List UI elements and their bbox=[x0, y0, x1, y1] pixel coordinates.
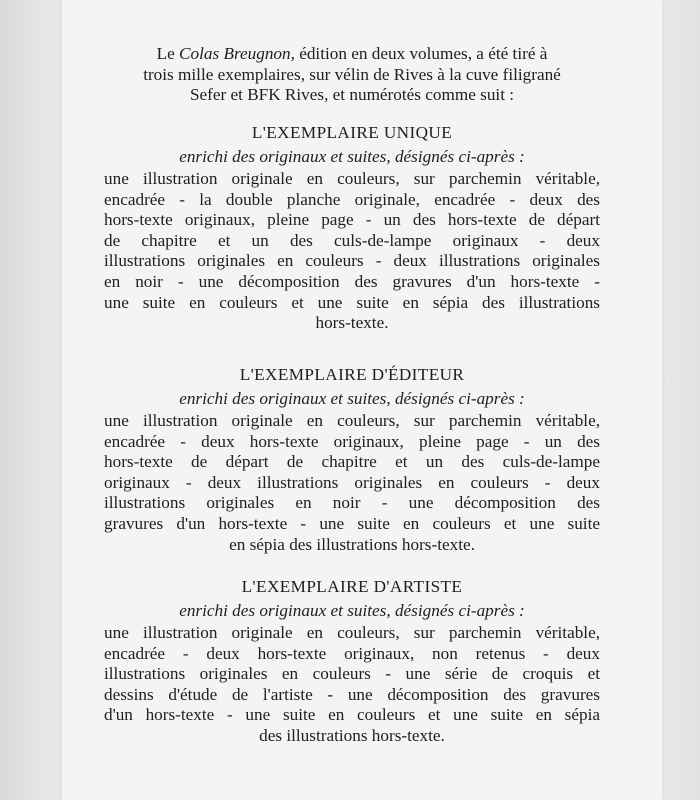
section-heading: L'EXEMPLAIRE D'ÉDITEUR bbox=[239, 365, 465, 384]
section-body bbox=[104, 169, 600, 334]
body-line: encadrée - deux hors-texte originaux, pleine page - un des bbox=[104, 431, 600, 451]
body-line: illustrations originales en couleurs - deux illustrations originales bbox=[104, 251, 600, 271]
body-line: d'un hors-texte - une suite en couleurs et une suite en sépia bbox=[104, 705, 600, 725]
body-line: une illustration originale en couleurs, sur parchemin véritable, bbox=[104, 169, 600, 188]
intro-line-2: trois mille exemplaires, sur vélin de Rives à la cuve filigrané bbox=[143, 64, 561, 84]
book-title: Colas Breugnon, bbox=[179, 44, 295, 63]
intro-line-3: Sefer et BFK Rives, et numérotés comme suit : bbox=[189, 85, 515, 104]
body-line: une suite en couleurs et une suite en sépia des illustrations bbox=[104, 292, 600, 312]
section-exemplaire-unique bbox=[104, 122, 600, 334]
section-subheading: enrichi des originaux et suites, désignés ci-après : bbox=[179, 601, 525, 620]
body-line: encadrée - la double planche originale, encadrée - deux des bbox=[104, 189, 600, 209]
body-line: une illustration originale en couleurs, sur parchemin véritable, bbox=[104, 623, 600, 642]
intro-suffix: édition en deux volumes, a été tiré à bbox=[294, 44, 548, 63]
section-heading: L'EXEMPLAIRE D'ARTISTE bbox=[241, 577, 463, 596]
body-line: hors-texte originaux, pleine page - un des hors-texte de départ bbox=[104, 210, 600, 230]
body-line: encadrée - deux hors-texte originaux, non retenus - deux bbox=[104, 643, 600, 663]
body-line: une illustration originale en couleurs, sur parchemin véritable, bbox=[104, 411, 600, 430]
body-line: en noir - une décomposition des gravures d'un hors-texte - bbox=[104, 271, 600, 291]
body-line: dessins d'étude de l'artiste - une décomposition des gravures bbox=[104, 684, 600, 704]
section-exemplaire-editeur bbox=[104, 364, 600, 555]
section-subheading: enrichi des originaux et suites, désignés ci-après : bbox=[179, 147, 525, 166]
section-heading: L'EXEMPLAIRE UNIQUE bbox=[251, 123, 453, 142]
section-exemplaire-artiste bbox=[104, 576, 600, 747]
body-line: originaux - deux illustrations originales en couleurs - deux bbox=[104, 472, 600, 492]
intro-paragraph bbox=[104, 44, 600, 106]
body-line: des illustrations hors-texte. bbox=[259, 725, 445, 745]
body-line: hors-texte. bbox=[315, 313, 389, 333]
body-line: de chapitre et un des culs-de-lampe originaux - deux bbox=[104, 230, 600, 250]
intro-line-1 bbox=[104, 44, 600, 65]
intro-prefix: Le bbox=[156, 44, 180, 63]
body-line: illustrations originales en noir - une décomposition des bbox=[104, 493, 600, 513]
section-body bbox=[104, 623, 600, 747]
section-body bbox=[104, 411, 600, 555]
body-line: gravures d'un hors-texte - une suite en couleurs et une suite bbox=[104, 513, 600, 533]
body-line: hors-texte de départ de chapitre et un des culs-de-lampe bbox=[104, 452, 600, 472]
section-subheading: enrichi des originaux et suites, désignés ci-après : bbox=[179, 389, 525, 408]
body-line: illustrations originales en couleurs - une série de croquis et bbox=[104, 664, 600, 684]
body-line: en sépia des illustrations hors-texte. bbox=[229, 534, 475, 554]
